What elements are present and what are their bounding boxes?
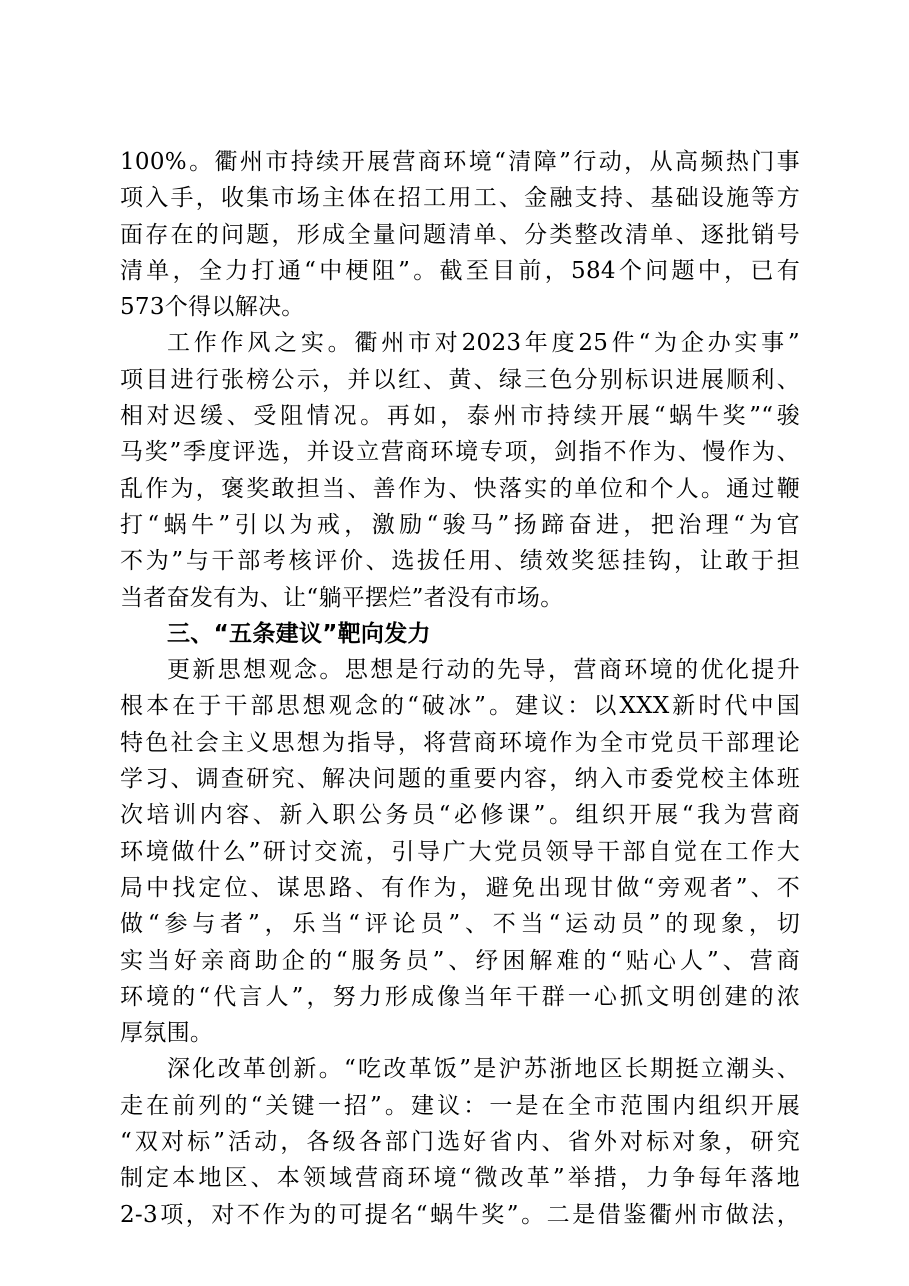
- paragraph-line: 不为”与干部考核评价、选拔任用、绩效奖惩挂钩，让敢于担: [120, 548, 800, 575]
- paragraph-line: 环境做什么”研讨交流，引导广大党员领导干部自觉在工作大: [120, 838, 800, 865]
- paragraph-line: 工作作风之实。衢州市对2023年度25件“为企办实事”: [167, 330, 800, 357]
- paragraph-line: 深化改革创新。“吃改革饭”是沪苏浙地区长期挺立潮头、: [167, 1056, 800, 1083]
- paragraph-line: 乱作为，褒奖敢担当、善作为、快落实的单位和个人。通过鞭: [120, 475, 800, 502]
- paragraph-line: 清单，全力打通“中梗阻”。截至目前，584个问题中，已有: [120, 257, 800, 284]
- paragraph-line: 学习、调查研究、解决问题的重要内容，纳入市委党校主体班: [120, 766, 800, 793]
- paragraph-line: 2-3项，对不作为的可提名“蜗牛奖”。二是借鉴衢州市做法，: [120, 1201, 800, 1228]
- paragraph-line: 更新思想观念。思想是行动的先导，营商环境的优化提升: [167, 657, 800, 684]
- paragraph-line: 环境的“代言人”，努力形成像当年干群一心抓文明创建的浓: [120, 983, 800, 1010]
- paragraph-line: 573个得以解决。: [120, 294, 305, 321]
- paragraph-line: 100%。衢州市持续开展营商环境“清障”行动，从高频热门事: [120, 149, 800, 175]
- paragraph-line: 走在前列的“关键一招”。建议：一是在全市范围内组织开展: [120, 1092, 800, 1119]
- paragraph-line: 打“蜗牛”引以为戒，激励“骏马”扬蹄奋进，把治理“为官: [120, 511, 800, 538]
- paragraph-line: 做“参与者”，乐当“评论员”、不当“运动员”的现象，切: [120, 911, 800, 938]
- paragraph-line: 根本在于干部思想观念的“破冰”。建议：以XXX新时代中国: [120, 693, 800, 720]
- section-heading: 三、“五条建议”靶向发力: [167, 620, 431, 647]
- paragraph-line: 特色社会主义思想为指导，将营商环境作为全市党员干部理论: [120, 729, 800, 756]
- paragraph-line: “双对标”活动，各级各部门选好省内、省外对标对象，研究: [120, 1129, 800, 1156]
- paragraph-line: 厚氛围。: [120, 1020, 214, 1047]
- document-body: [120, 144, 800, 1233]
- paragraph-line: 实当好亲商助企的“服务员”、纾困解难的“贴心人”、营商: [120, 947, 800, 974]
- paragraph-line: 制定本地区、本领域营商环境“微改革”举措，力争每年落地: [120, 1165, 800, 1192]
- paragraph-line: 次培训内容、新入职公务员“必修课”。组织开展“我为营商: [120, 802, 800, 829]
- paragraph-line: 局中找定位、谋思路、有作为，避免出现甘做“旁观者”、不: [120, 874, 800, 901]
- paragraph-line: 项目进行张榜公示，并以红、黄、绿三色分别标识进展顺利、: [120, 366, 800, 393]
- paragraph-line: 相对迟缓、受阻情况。再如，泰州市持续开展“蜗牛奖”“骏: [120, 403, 800, 430]
- paragraph-line: 项入手，收集市场主体在招工用工、金融支持、基础设施等方: [120, 185, 800, 212]
- paragraph-line: 面存在的问题，形成全量问题清单、分类整改清单、逐批销号: [120, 221, 800, 248]
- paragraph-line: 马奖”季度评选，并设立营商环境专项，剑指不作为、慢作为、: [120, 439, 800, 466]
- paragraph-line: 当者奋发有为、让“躺平摆烂”者没有市场。: [120, 584, 564, 611]
